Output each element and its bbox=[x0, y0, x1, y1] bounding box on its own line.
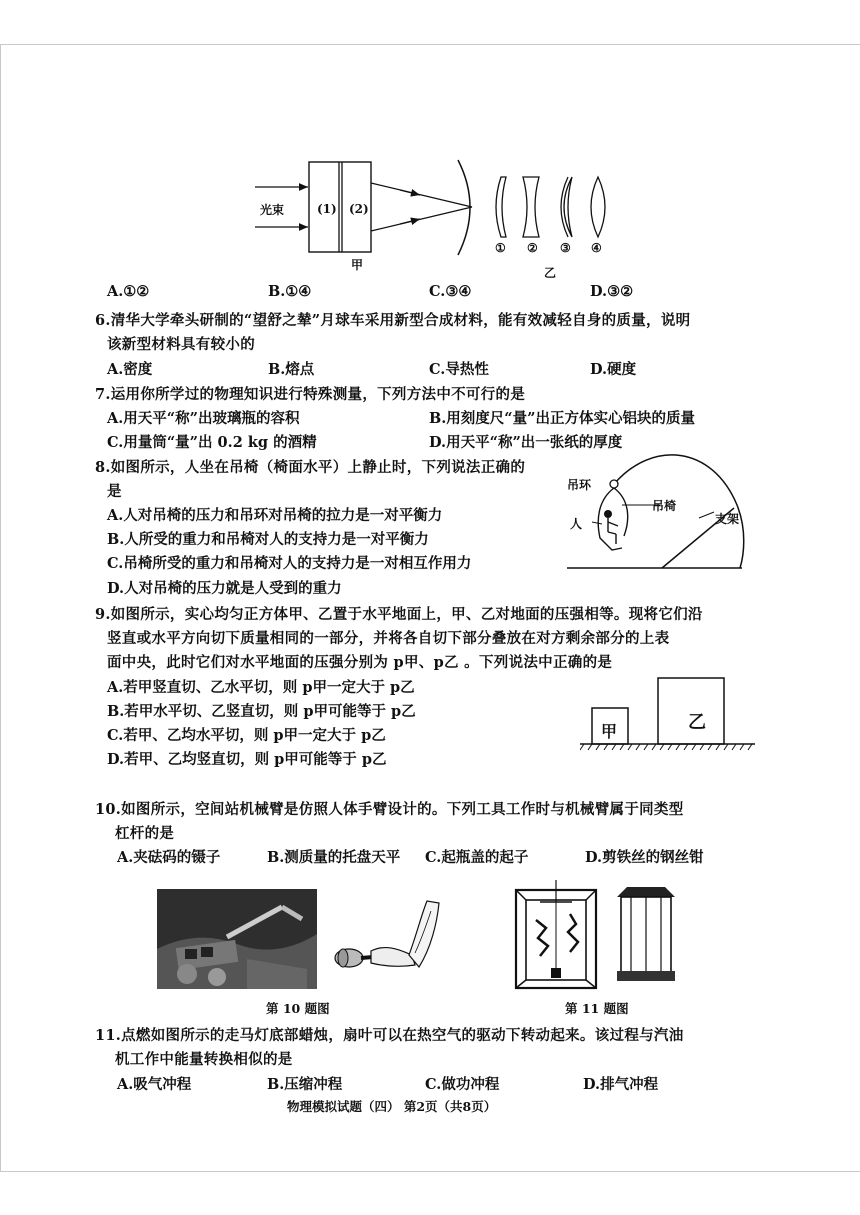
q9-stem-line2: 竖直或水平方向切下质量相同的一部分，并将各自切下部分叠放在对方剩余部分的上表 bbox=[107, 630, 670, 647]
cubes-diagram bbox=[580, 675, 760, 755]
box-1-label: (1) bbox=[317, 202, 337, 216]
q9-option-d: D.若甲、乙均竖直切，则 p甲可能等于 p乙 bbox=[107, 751, 387, 768]
q11-option-d: D.排气冲程 bbox=[583, 1076, 659, 1093]
bottom-border bbox=[0, 1171, 860, 1172]
q10-option-c: C.起瓶盖的起子 bbox=[425, 849, 529, 866]
cube-yi-label: 乙 bbox=[688, 712, 706, 733]
q8-stem-line1: 8.如图所示，人坐在吊椅（椅面水平）上静止时，下列说法正确的 bbox=[95, 459, 526, 476]
q7-stem: 7.运用你所学过的物理知识进行特殊测量，下列方法中不可行的是 bbox=[95, 386, 526, 403]
q10-stem-line1: 10.如图所示，空间站机械臂是仿照人体手臂设计的。下列工具工作时与机械臂属于同类型 bbox=[95, 801, 684, 818]
top-border bbox=[0, 44, 860, 45]
q8-option-b: B.人所受的重力和吊椅对人的支持力是一对平衡力 bbox=[107, 531, 429, 548]
lens-number-3: ③ bbox=[560, 241, 571, 255]
light-beam-label: 光束 bbox=[260, 203, 285, 217]
q7-option-c: C.用量筒“量”出 0.2 kg 的酒精 bbox=[107, 434, 317, 451]
q11-option-b: B.压缩冲程 bbox=[267, 1076, 343, 1093]
q5-option-c: C.③④ bbox=[429, 283, 472, 300]
human-arm-drawing bbox=[327, 893, 452, 983]
figure-jia-label: 甲 bbox=[351, 258, 364, 272]
q9-option-c: C.若甲、乙均水平切，则 p甲一定大于 p乙 bbox=[107, 727, 386, 744]
lens-number-1: ① bbox=[495, 241, 506, 255]
lens-diagram bbox=[250, 155, 610, 265]
q5-option-d: D.③② bbox=[590, 283, 634, 300]
q6-option-d: D.硬度 bbox=[590, 361, 637, 378]
q11-option-c: C.做功冲程 bbox=[425, 1076, 500, 1093]
q8-option-a: A.人对吊椅的压力和吊环对吊椅的拉力是一对平衡力 bbox=[107, 507, 443, 524]
q6-stem-line2: 该新型材料具有较小的 bbox=[107, 336, 255, 353]
q8-option-d: D.人对吊椅的压力就是人受到的重力 bbox=[107, 580, 342, 597]
q9-stem-line1: 9.如图所示，实心均匀正方体甲、乙置于水平地面上，甲、乙对地面的压强相等。现将它们沿 bbox=[95, 606, 703, 623]
q7-option-a: A.用天平“称”出玻璃瓶的容积 bbox=[107, 410, 300, 427]
left-border bbox=[0, 44, 1, 1172]
q10-option-d: D.剪铁丝的钢丝钳 bbox=[585, 849, 704, 866]
q11-option-a: A.吸气冲程 bbox=[117, 1076, 192, 1093]
q6-option-c: C.导热性 bbox=[429, 361, 489, 378]
q10-option-b: B.测质量的托盘天平 bbox=[267, 849, 401, 866]
lantern-drawing bbox=[613, 885, 679, 985]
figure-10-caption: 第 10 题图 bbox=[266, 1001, 330, 1016]
q6-option-a: A.密度 bbox=[107, 361, 153, 378]
cube-jia-label: 甲 bbox=[601, 722, 618, 741]
figure-yi-label: 乙 bbox=[544, 266, 557, 280]
q9-option-b: B.若甲水平切、乙竖直切，则 p甲可能等于 p乙 bbox=[107, 703, 416, 720]
q8-option-c: C.吊椅所受的重力和吊椅对人的支持力是一对相互作用力 bbox=[107, 555, 472, 572]
figure-11-caption: 第 11 题图 bbox=[565, 1001, 629, 1016]
q10-option-a: A.夹砝码的镊子 bbox=[117, 849, 221, 866]
q6-option-b: B.熔点 bbox=[268, 361, 315, 378]
q11-stem-line1: 11.点燃如图所示的走马灯底部蜡烛，扇叶可以在热空气的驱动下转动起来。该过程与汽油 bbox=[95, 1027, 684, 1044]
lantern-frame-drawing bbox=[510, 880, 602, 995]
q5-option-b: B.①④ bbox=[268, 283, 312, 300]
q11-stem-line2: 机工作中能量转换相似的是 bbox=[115, 1051, 293, 1068]
label-ring: 吊环 bbox=[567, 478, 592, 492]
label-chair: 吊椅 bbox=[652, 499, 677, 513]
q8-stem-line2: 是 bbox=[107, 483, 122, 500]
label-person: 人 bbox=[570, 517, 583, 531]
page-footer: 物理模拟试题（四） 第2页（共8页） bbox=[287, 1099, 497, 1114]
box-2-label: (2) bbox=[349, 202, 369, 216]
lens-number-2: ② bbox=[527, 241, 538, 255]
q6-stem-line1: 6.清华大学牵头研制的“望舒之辇”月球车采用新型合成材料，能有效减轻自身的质量，说明 bbox=[95, 312, 691, 329]
space-station-arm-photo bbox=[157, 889, 317, 989]
q7-option-b: B.用刻度尺“量”出正方体实心铝块的质量 bbox=[429, 410, 695, 427]
label-stand: 支架 bbox=[715, 512, 740, 526]
q9-option-a: A.若甲竖直切、乙水平切，则 p甲一定大于 p乙 bbox=[107, 679, 415, 696]
q7-option-d: D.用天平“称”出一张纸的厚度 bbox=[429, 434, 623, 451]
q5-option-a: A.①② bbox=[107, 283, 150, 300]
q10-stem-line2: 杠杆的是 bbox=[115, 825, 175, 842]
lens-number-4: ④ bbox=[591, 241, 602, 255]
q9-stem-line3: 面中央，此时它们对水平地面的压强分别为 p甲、p乙 。下列说法中正确的是 bbox=[107, 654, 613, 671]
